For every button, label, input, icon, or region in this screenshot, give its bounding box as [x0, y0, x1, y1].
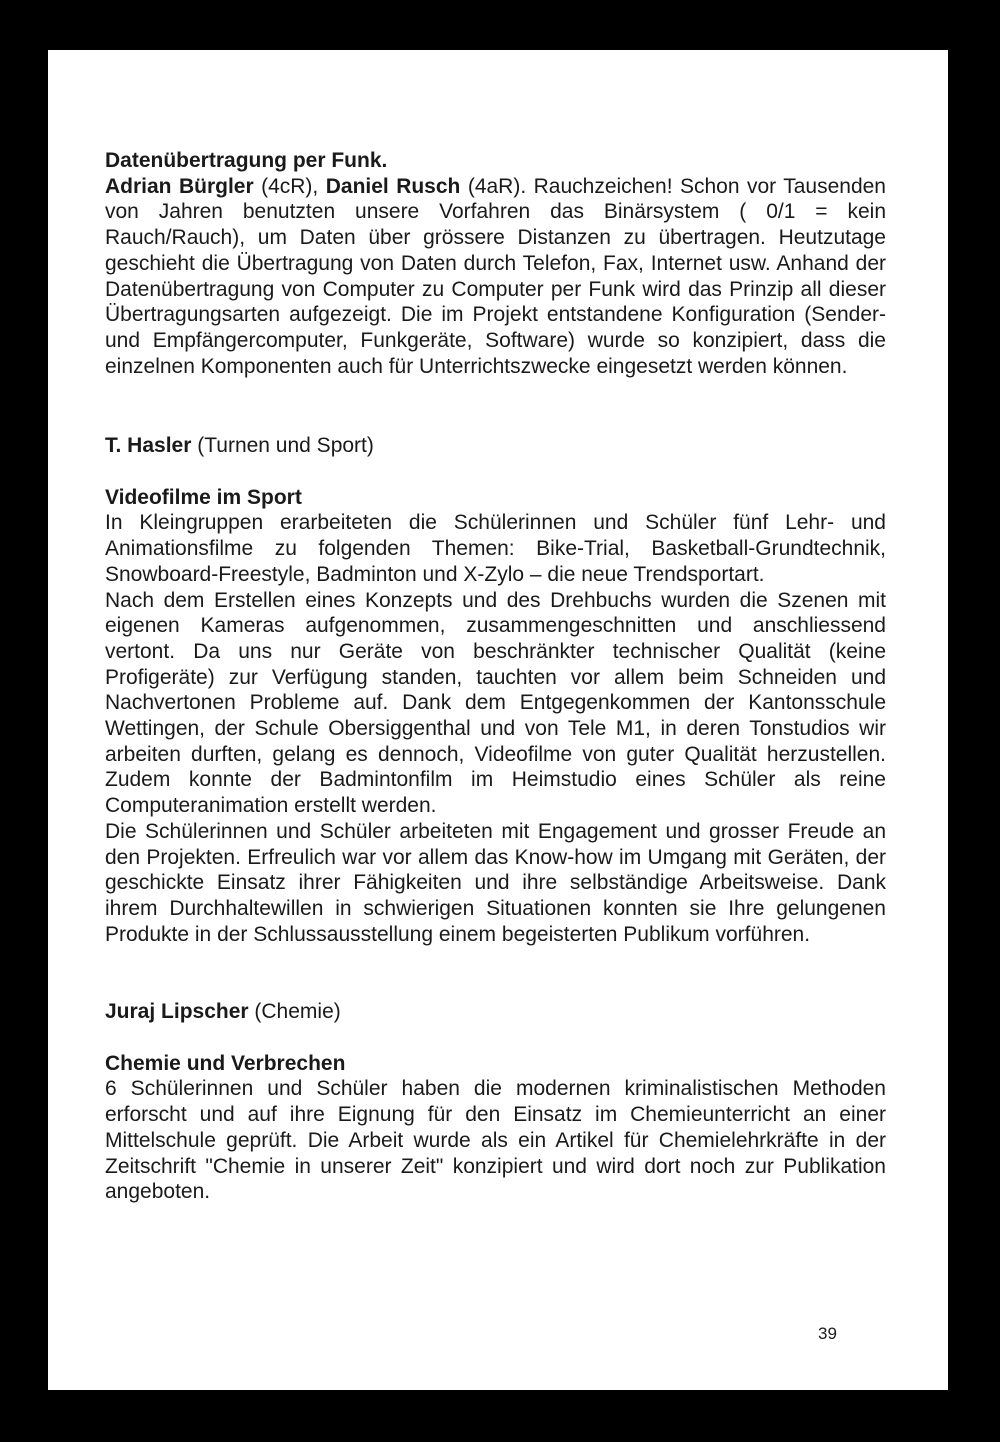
teacher-subject: (Chemie) [248, 1000, 341, 1024]
section-title: Videofilme im Sport [105, 485, 302, 509]
section-title: Datenübertragung per Funk. [105, 149, 388, 172]
author-class: (4cR), [253, 174, 326, 198]
author-name: Adrian Bürgler [105, 174, 254, 198]
page-number: 39 [818, 1324, 837, 1343]
section-title: Chemie und Verbrechen [105, 1051, 346, 1075]
paragraph: 6 Schülerinnen und Schüler haben die modernen kriminalistischen Methoden erforscht und auf ihre Eignung für den Einsatz im Chemieunterricht an einer Mittelschule geprüft. Die Arbeit wurde als ein Artikel für Chemielehrkräfte in der Zeitschrift "Chemie in unserer Zeit" konzipiert und wird dort noch zur Publikation angeboten. [105, 1077, 886, 1204]
section-chemie [105, 1051, 886, 1205]
body-text: Rauchzeichen! Schon vor Tausenden von Jahren benutzten unsere Vorfahren das Binärsystem ( 0/1 = kein Rauch/Rauch), um Daten über grössere Distanzen zu übertragen. Heutzutage geschieht die Übertragung von Daten durch Telefon, Fax, Internet usw. Anhand der Datenübertragung von Computer zu Computer per Funk wird das Prinzip all dieser Übertragungsarten aufgezeigt. Die im Projekt entstandene Konfiguration (Sender- und Empfängercomputer, Funkgeräte, Software) wurde so konzipiert, dass die einzelnen Komponenten auch für Unterrichtszwecke eingesetzt werden können. [105, 174, 886, 378]
document-page [48, 50, 948, 1390]
section-videofilme [105, 485, 886, 948]
author-name: Daniel Rusch [325, 174, 461, 198]
teacher-subject: (Turnen und Sport) [191, 434, 374, 458]
teacher-line [105, 999, 886, 1025]
paragraph: Die Schülerinnen und Schüler arbeiteten mit Engagement und grosser Freude an den Projekten. Erfreulich war vor allem das Know-how im Umgang mit Geräten, der geschickte Einsatz ihrer Fähigkeiten und ihre selbständige Arbeitsweise. Dank ihrem Durchhaltewillen in schwierigen Situationen konnten sie Ihre gelungenen Produkte in der Schlussausstellung einem begeisterten Publikum vorführen. [105, 819, 886, 946]
section-body [105, 174, 886, 380]
author-class: (4aR). [460, 174, 534, 198]
teacher-name: T. Hasler [105, 434, 192, 458]
teacher-name: Juraj Lipscher [105, 1000, 249, 1024]
teacher-line [105, 433, 886, 459]
paragraph: In Kleingruppen erarbeiteten die Schülerinnen und Schüler fünf Lehr- und Animationsfilme zu folgenden Themen: Bike-Trial, Basketball-Grundtechnik, Snowboard-Freestyle, Badminton und X-Zylo – die neue Trendsportart. [105, 511, 886, 586]
section-datenuebertragung [105, 148, 886, 379]
page-content [105, 148, 886, 1205]
paragraph: Nach dem Erstellen eines Konzepts und des Drehbuchs wurden die Szenen mit eigenen Kameras aufgenommen, zusammengeschnitten und anschliessend vertont. Da uns nur Geräte von beschränkter technischer Qualität (keine Profigeräte) zur Verfügung standen, tauchten vor allem beim Schneiden und Nachvertonen Probleme auf. Dank dem Entgegenkommen der Kantonsschule Wettingen, der Schule Obersiggenthal und von Tele M1, in deren Tonstudios wir arbeiten durften, gelang es dennoch, Videofilme von guter Qualität herzustellen. Zudem konnte der Badmintonfilm im Heimstudio eines Schüler als reine Computeranimation erstellt werden. [105, 588, 886, 818]
